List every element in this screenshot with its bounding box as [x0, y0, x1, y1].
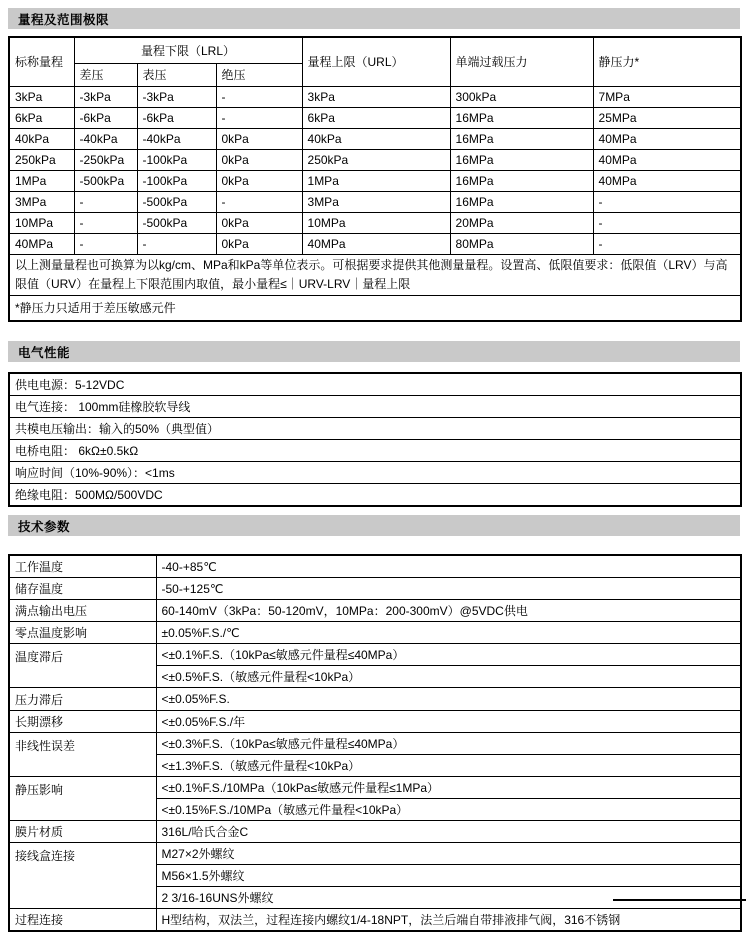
cell: -: [74, 233, 137, 254]
electrical-spec: 响应时间（10%-90%）：<1ms: [9, 462, 741, 484]
param-value: <±0.3%F.S.（10kPa≤敏感元件量程≤40MPa）: [156, 732, 741, 754]
table-row: [9, 86, 741, 107]
cell: -3kPa: [74, 86, 137, 107]
section-title-electrical-label: 电气性能: [18, 345, 71, 360]
cell: 3MPa: [9, 191, 74, 212]
param-label: 过程连接: [9, 909, 156, 932]
cell: -: [74, 212, 137, 233]
param-value: <±0.1%F.S./10MPa（10kPa≤敏感元件量程≤1MPa）: [156, 776, 741, 798]
electrical-spec: 电气连接： 100mm硅橡胶软导线: [9, 396, 741, 418]
range-note-text: 以上测量量程也可换算为以kg/cm、MPa和kPa等单位表示。可根据要求提供其他测量量程。设置高、低限值要求：低限值（LRV）与高限值（URV）在量程上下限范围内取值，最小量程≤｜URV-LRV｜量程上限: [9, 254, 741, 295]
cell: 16MPa: [450, 149, 593, 170]
cell: 16MPa: [450, 107, 593, 128]
cell: 10MPa: [9, 212, 74, 233]
cell: 16MPa: [450, 128, 593, 149]
table-row: [9, 843, 741, 865]
cell: -40kPa: [74, 128, 137, 149]
cell: 10MPa: [302, 212, 450, 233]
table-row: [9, 776, 741, 798]
cell: 250kPa: [302, 149, 450, 170]
table-row: [9, 440, 741, 462]
electrical-spec: 绝缘电阻：500MΩ/500VDC: [9, 484, 741, 507]
header-overload-pressure: 单端过载压力: [450, 37, 593, 86]
table-row: [9, 644, 741, 666]
header-url: 量程上限（URL）: [302, 37, 450, 86]
cell: 40kPa: [9, 128, 74, 149]
param-value: H型结构，双法兰，过程连接内螺纹1/4-18NPT，法兰后端自带排液排气阀，316不锈钢: [156, 909, 741, 932]
cell: 0kPa: [216, 128, 302, 149]
header-static-pressure: 静压力*: [593, 37, 741, 86]
param-value: <±1.3%F.S.（敏感元件量程<10kPa）: [156, 754, 741, 776]
static-pressure-note-text: *静压力只适用于差压敏感元件: [9, 295, 741, 321]
cell: 0kPa: [216, 149, 302, 170]
cell: -: [593, 233, 741, 254]
cell: -: [593, 191, 741, 212]
table-row: [9, 710, 741, 732]
param-label: 非线性误差: [9, 732, 156, 776]
section-title-range: [8, 8, 740, 29]
section-title-technical: [8, 515, 740, 536]
cell: 40MPa: [593, 128, 741, 149]
cell: 16MPa: [450, 191, 593, 212]
param-label: 零点温度影响: [9, 622, 156, 644]
stray-line-artifact: [613, 899, 746, 901]
cell: -6kPa: [137, 107, 216, 128]
electrical-spec: 电桥电阻： 6kΩ±0.5kΩ: [9, 440, 741, 462]
cell: 0kPa: [216, 212, 302, 233]
table-row: [9, 622, 741, 644]
table-row: [9, 149, 741, 170]
electrical-table: [8, 372, 742, 507]
cell: 40MPa: [593, 170, 741, 191]
cell: 6kPa: [302, 107, 450, 128]
cell: 1MPa: [302, 170, 450, 191]
range-table-header-row-1: [9, 37, 741, 63]
table-row: [9, 212, 741, 233]
param-value: M56×1.5外螺纹: [156, 865, 741, 887]
param-label: 温度滞后: [9, 644, 156, 688]
range-note-row: [9, 254, 741, 295]
cell: -: [74, 191, 137, 212]
cell: 80MPa: [450, 233, 593, 254]
electrical-spec: 供电电源：5-12VDC: [9, 373, 741, 396]
cell: 20MPa: [450, 212, 593, 233]
cell: 40MPa: [593, 149, 741, 170]
cell: -: [216, 107, 302, 128]
param-value: M27×2外螺纹: [156, 843, 741, 865]
param-value: <±0.15%F.S./10MPa（敏感元件量程<10kPa）: [156, 798, 741, 820]
cell: -250kPa: [74, 149, 137, 170]
cell: -500kPa: [137, 191, 216, 212]
param-value: -50-+125℃: [156, 578, 741, 600]
table-row: [9, 555, 741, 578]
cell: 6kPa: [9, 107, 74, 128]
table-row: [9, 732, 741, 754]
table-row: [9, 484, 741, 507]
cell: -500kPa: [74, 170, 137, 191]
section-title-electrical: [8, 341, 740, 362]
cell: -: [137, 233, 216, 254]
table-row: [9, 128, 741, 149]
cell: 3kPa: [302, 86, 450, 107]
cell: -: [216, 86, 302, 107]
param-label: 静压影响: [9, 776, 156, 820]
table-row: [9, 462, 741, 484]
section-title-range-label: 量程及范围极限: [18, 12, 110, 27]
cell: -100kPa: [137, 170, 216, 191]
param-value: <±0.05%F.S./年: [156, 710, 741, 732]
table-row: [9, 418, 741, 440]
param-value: <±0.05%F.S.: [156, 688, 741, 710]
param-value: <±0.5%F.S.（敏感元件量程<10kPa）: [156, 666, 741, 688]
header-nominal-range: 标称量程: [9, 37, 74, 86]
cell: 16MPa: [450, 170, 593, 191]
header-lrl: 量程下限（LRL）: [74, 37, 302, 63]
param-label: 长期漂移: [9, 710, 156, 732]
cell: 40kPa: [302, 128, 450, 149]
param-label: 储存温度: [9, 578, 156, 600]
cell: -: [216, 191, 302, 212]
static-pressure-note-row: [9, 295, 741, 321]
table-row: [9, 373, 741, 396]
param-value: ±0.05%F.S./℃: [156, 622, 741, 644]
param-value: 60-140mV（3kPa：50-120mV，10MPa：200-300mV）@5VDC供电: [156, 600, 741, 622]
table-row: [9, 600, 741, 622]
technical-table: [8, 554, 742, 932]
param-value: 316L/哈氏合金C: [156, 821, 741, 843]
table-row: [9, 688, 741, 710]
electrical-spec: 共模电压输出：输入的50%（典型值）: [9, 418, 741, 440]
param-value: 2 3/16-16UNS外螺纹: [156, 887, 741, 909]
cell: 40MPa: [9, 233, 74, 254]
param-label: 压力滞后: [9, 688, 156, 710]
table-row: [9, 107, 741, 128]
table-row: [9, 909, 741, 932]
param-value: -40-+85℃: [156, 555, 741, 578]
cell: -6kPa: [74, 107, 137, 128]
param-label: 接线盒连接: [9, 843, 156, 909]
cell: -500kPa: [137, 212, 216, 233]
cell: 0kPa: [216, 233, 302, 254]
cell: -: [593, 212, 741, 233]
cell: 25MPa: [593, 107, 741, 128]
cell: -3kPa: [137, 86, 216, 107]
cell: 250kPa: [9, 149, 74, 170]
section-title-technical-label: 技术参数: [18, 519, 71, 534]
cell: 3MPa: [302, 191, 450, 212]
cell: 7MPa: [593, 86, 741, 107]
cell: 300kPa: [450, 86, 593, 107]
table-row: [9, 396, 741, 418]
param-value: <±0.1%F.S.（10kPa≤敏感元件量程≤40MPa）: [156, 644, 741, 666]
header-absolute: 绝压: [216, 63, 302, 86]
cell: 3kPa: [9, 86, 74, 107]
cell: 40MPa: [302, 233, 450, 254]
cell: 1MPa: [9, 170, 74, 191]
table-row: [9, 578, 741, 600]
param-label: 膜片材质: [9, 821, 156, 843]
table-row: [9, 191, 741, 212]
header-differential: 差压: [74, 63, 137, 86]
cell: -40kPa: [137, 128, 216, 149]
range-table: [8, 36, 742, 322]
table-row: [9, 821, 741, 843]
table-row: [9, 233, 741, 254]
cell: 0kPa: [216, 170, 302, 191]
header-gauge: 表压: [137, 63, 216, 86]
cell: -100kPa: [137, 149, 216, 170]
table-row: [9, 170, 741, 191]
param-label: 满点输出电压: [9, 600, 156, 622]
param-label: 工作温度: [9, 555, 156, 578]
